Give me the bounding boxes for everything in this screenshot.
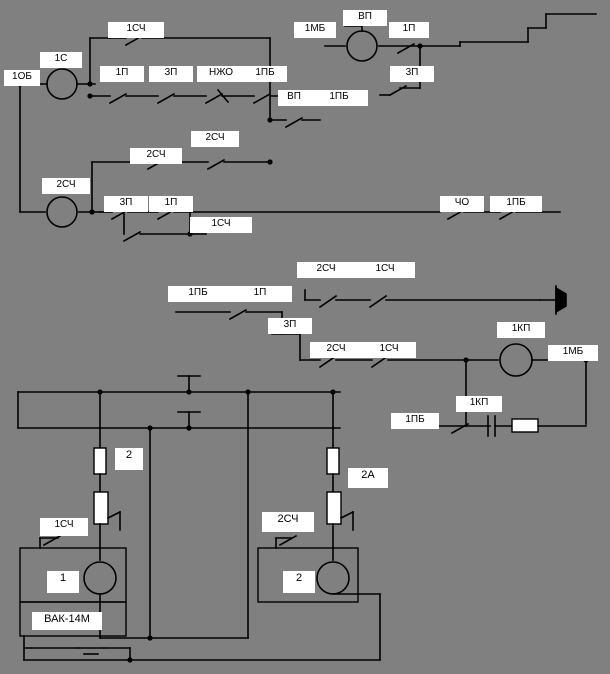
label-1pb-mid: 1ПБ: [168, 286, 228, 302]
label-2sch-motor: 2СЧ: [262, 512, 314, 532]
label-1sch-row2: 1СЧ: [190, 217, 252, 233]
label-1sch-low: 1СЧ: [362, 342, 416, 358]
label-1kp-aux: 1КП: [456, 396, 502, 412]
label-2sch-mid: 2СЧ: [297, 262, 355, 278]
label-1ob: 1ОБ: [4, 70, 40, 86]
label-2sch-low: 2СЧ: [310, 342, 362, 358]
label-1pb-aux: 1ПБ: [391, 413, 439, 429]
label-1pb-row1: 1ПБ: [243, 66, 287, 82]
label-cho: ЧО: [440, 196, 484, 212]
label-1kp-coil: 1КП: [497, 322, 545, 338]
label-vp-branch: ВП: [278, 90, 310, 106]
label-fuse-2a: 2А: [348, 468, 388, 488]
label-1mb: 1МБ: [294, 22, 336, 38]
label-1pb-row2: 1ПБ: [490, 196, 542, 212]
label-1p-topright: 1П: [389, 22, 429, 38]
label-1p-mid: 1П: [228, 286, 292, 302]
label-nzho: НЖО: [197, 66, 245, 82]
label-motor-1: 1: [47, 571, 79, 593]
label-2sch-coil: 2СЧ: [42, 178, 90, 194]
label-3p-row2: 3П: [104, 196, 148, 212]
label-3p-mid: 3П: [268, 318, 312, 334]
label-vak-14m: ВАК-14М: [32, 612, 102, 630]
label-motor-2: 2: [283, 571, 315, 593]
label-2sch-a: 2СЧ: [191, 131, 239, 147]
label-1p-row2: 1П: [149, 196, 193, 212]
label-1sch-motor: 1СЧ: [40, 518, 88, 536]
label-fuse-2: 2: [115, 448, 143, 470]
label-2sch-b: 2СЧ: [130, 148, 182, 164]
label-1pb-branch: 1ПБ: [310, 90, 368, 106]
label-1s: 1С: [40, 52, 82, 68]
label-3p-right: 3П: [390, 66, 434, 82]
label-1sch-top: 1СЧ: [108, 22, 164, 38]
label-1sch-mid: 1СЧ: [355, 262, 415, 278]
label-vp: ВП: [343, 10, 387, 26]
label-1p-row1: 1П: [100, 66, 144, 82]
label-3p-row1: 3П: [149, 66, 193, 82]
label-1mb-right: 1МБ: [548, 345, 598, 361]
